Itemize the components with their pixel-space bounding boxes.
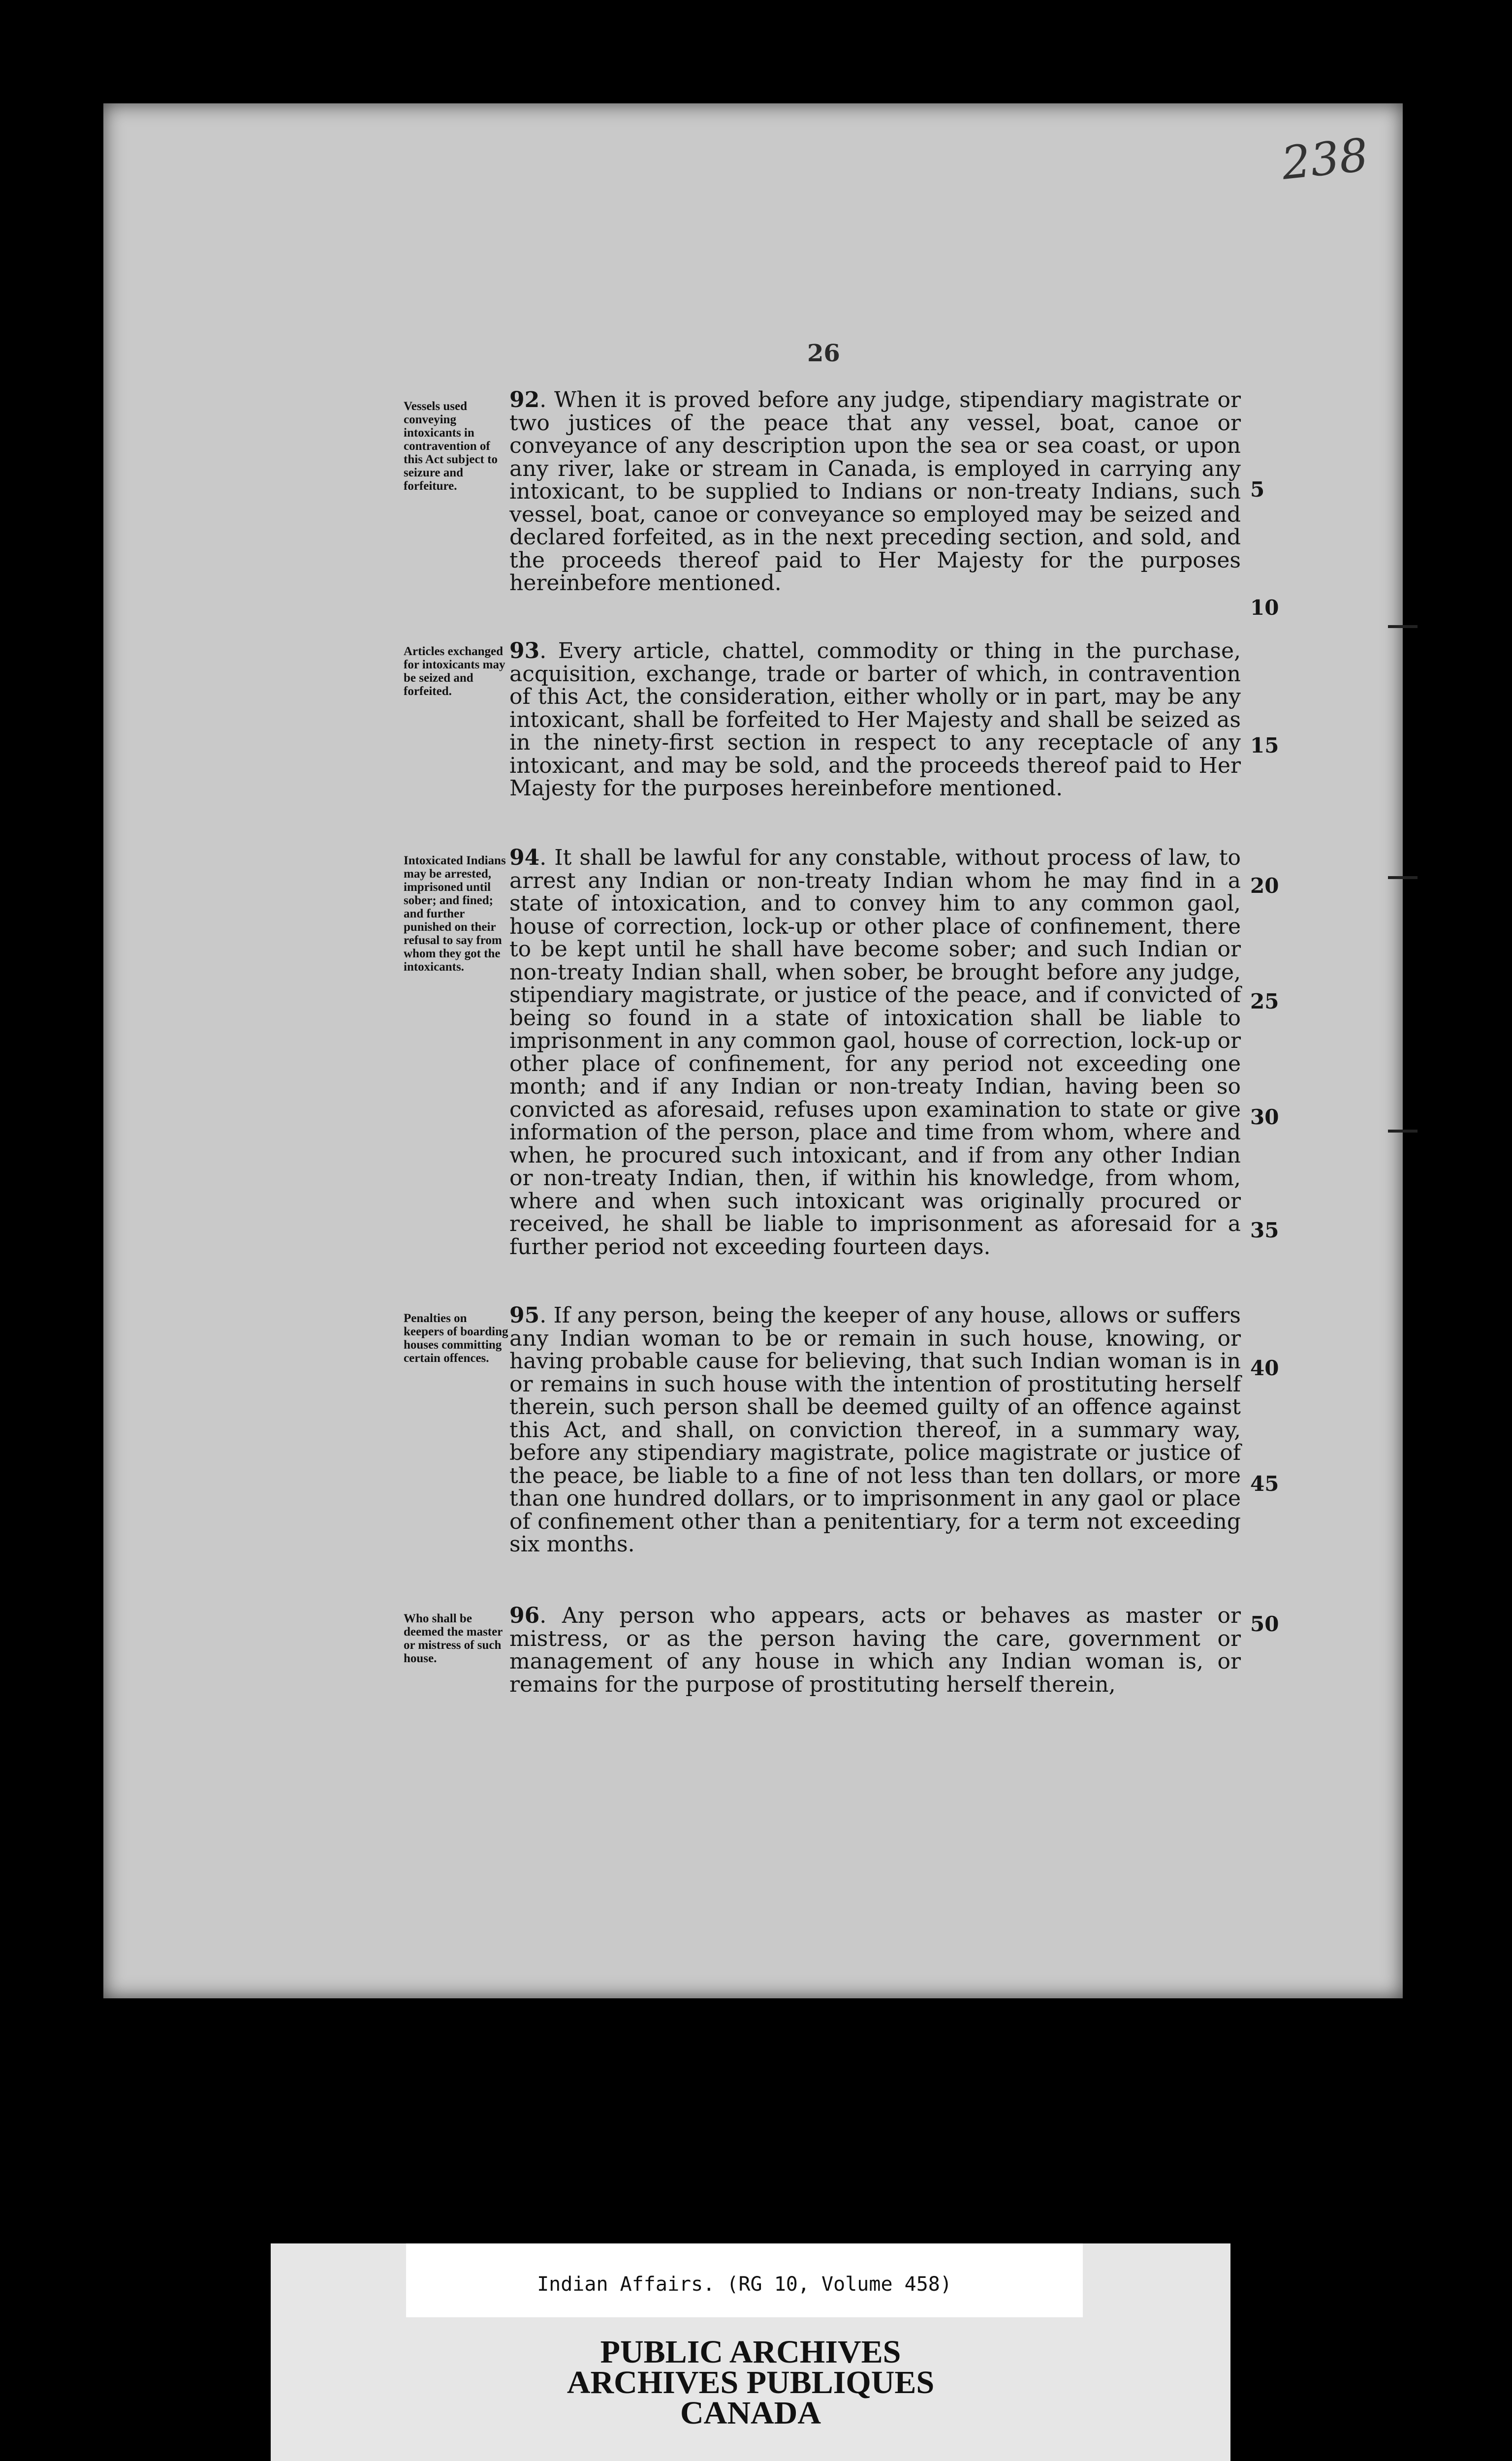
- section-text: . Any person who appears, acts or behaves as master or mistress, or as the person having the care, government or management of any house in which any Indian woman is, or remains for the purpose of prostituting herself therein,: [509, 1603, 1241, 1697]
- section-96: [509, 1605, 1241, 1696]
- section-93: [509, 640, 1241, 800]
- line-number: 5: [1250, 477, 1265, 502]
- archive-line-1: PUBLIC ARCHIVES: [600, 2334, 901, 2370]
- archive-line-3: CANADA: [680, 2395, 821, 2431]
- section-95: [509, 1304, 1241, 1556]
- marginal-note: Vessels used conveying intoxicants in contravention of this Act subject to seizure and forfeiture.: [404, 400, 498, 493]
- section-number: 94: [509, 845, 540, 870]
- marginal-note: Intoxicated Indians may be arrested, imprisoned until sober; and fined; and further punished on their refusal to say from whom they got the intoxicants.: [404, 854, 506, 974]
- line-number: 40: [1250, 1356, 1279, 1380]
- folio-number: 238: [1279, 128, 1371, 190]
- marginal-note: Penalties on keepers of boarding houses committing certain offences.: [404, 1312, 508, 1365]
- document-page: [103, 103, 1403, 1998]
- line-number: 15: [1250, 733, 1279, 757]
- line-number: 20: [1250, 874, 1279, 898]
- archive-label: [271, 2243, 1230, 2461]
- line-number: 35: [1250, 1218, 1279, 1242]
- section-number: 95: [509, 1303, 540, 1328]
- section-text: . When it is proved before any judge, stipendiary magistrate or two justices of the peace that any vessel, boat, canoe or conveyance of any description upon the sea or sea coast, or upon any river, lake or stream in Canada, is employed in carrying any intoxicant, to be supplied to Indians or non-treaty Indians, such vessel, boat, canoe or conveyance so employed may be seized and declared forfeited, as in the next preceding section, and sold, and the proceeds thereof paid to Her Majesty for the purposes hereinbefore mentioned.: [509, 387, 1241, 596]
- section-text: . If any person, being the keeper of any house, allows or suffers any Indian woman to be or remain in such house, knowing, or having probable cause for believing, that such Indian woman is in or remains in such house with the intention of prostituting herself therein, such person shall be deemed guilty of an offence against this Act, and shall, on conviction thereof, in a summary way, before any stipendiary magistrate, police magistrate or justice of the peace, be liable to a fine of not less than ten dollars, or more than one hundred dollars, or to imprisonment in any gaol or place of confinement other than a penitentiary, for a term not exceeding six months.: [509, 1303, 1241, 1557]
- section-number: 92: [509, 387, 540, 412]
- line-number: 45: [1250, 1472, 1279, 1496]
- line-number: 50: [1250, 1612, 1279, 1636]
- page-number: 26: [807, 340, 840, 367]
- section-number: 96: [509, 1603, 540, 1628]
- section-text: . Every article, chattel, commodity or thing in the purchase, acquisition, exchange, trade or barter of which, in contravention of this Act, the consideration, either wholly or in part, may be any intoxicant, shall be forfeited to Her Majesty and shall be seized as in the ninety-first section in respect to any receptacle of any intoxicant, and may be sold, and the proceeds thereof paid to Her Majesty for the purposes hereinbefore mentioned.: [509, 638, 1241, 801]
- edge-mark: [1388, 876, 1418, 879]
- line-number: 10: [1250, 596, 1279, 620]
- line-number: 25: [1250, 989, 1279, 1013]
- section-text: . It shall be lawful for any constable, without process of law, to arrest any Indian or non-treaty Indian whom he may find in a state of intoxication, and to convey him to any common gaol, house of correction, lock-up or other place of confinement, there to be kept until he shall have become sober; and such Indian or non-treaty Indian shall, when sober, be brought before any judge, stipendiary magistrate, or justice of the peace, and if convicted of being so found in a state of intoxication shall be liable to imprisonment in any common gaol, house of correction, lock-up or other place of confinement, for any period not exceeding one month; and if any Indian or non-treaty Indian, having been so convicted as aforesaid, refuses upon examination to state or give information of the person, place and time from whom, where and when, he procured such intoxicant, and if from any other Indian or non-treaty Indian, then, if within his knowledge, from whom, where and when such intoxicant was originally procured or received, he shall be liable to imprisonment as aforesaid for a further period not exceeding fourteen days.: [509, 845, 1241, 1260]
- section-94: [509, 847, 1241, 1259]
- archive-reference: Indian Affairs. (RG 10, Volume 458): [537, 2273, 952, 2296]
- section-number: 93: [509, 638, 540, 663]
- edge-mark: [1388, 1130, 1418, 1133]
- edge-mark: [1388, 625, 1418, 628]
- marginal-note: Articles exchanged for intoxicants may be seized and forfeited.: [404, 645, 505, 698]
- marginal-note: Who shall be deemed the master or mistress of such house.: [404, 1612, 503, 1665]
- archive-line-2: ARCHIVES PUBLIQUES: [567, 2365, 935, 2400]
- section-92: [509, 389, 1241, 595]
- line-number: 30: [1250, 1105, 1279, 1129]
